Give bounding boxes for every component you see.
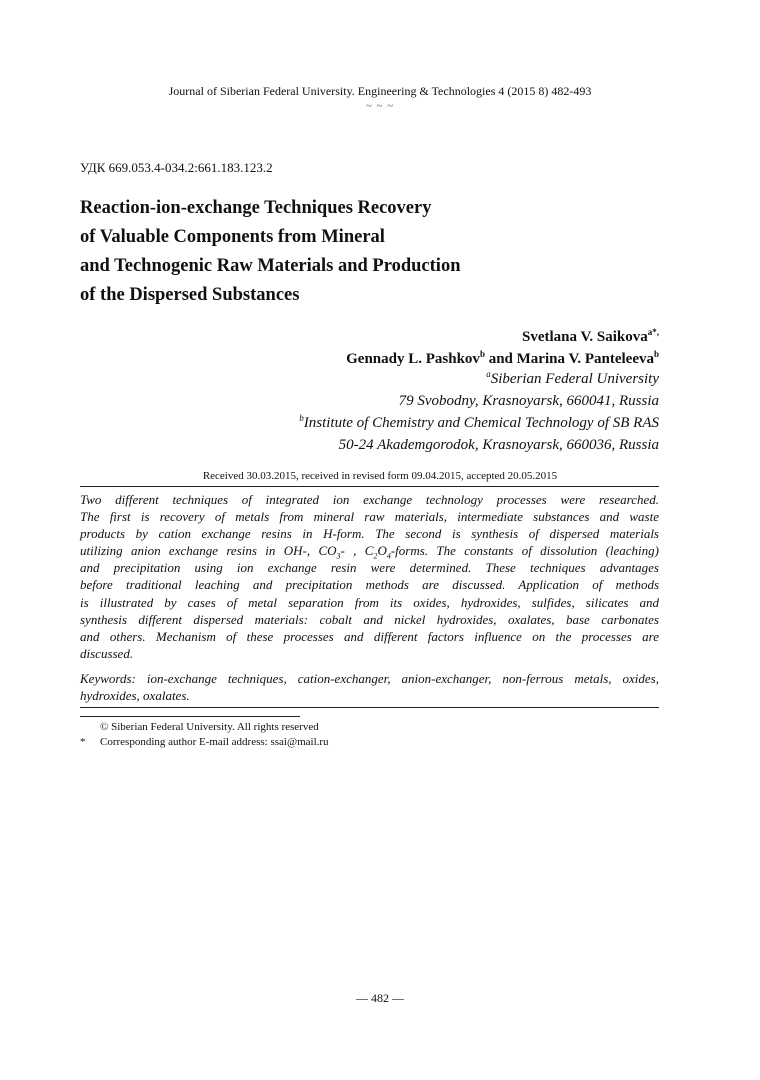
title-line: Reaction-ion-exchange Techniques Recovery: [80, 198, 432, 218]
affiliation-b-name: [299, 412, 659, 434]
author-conjunction: and: [484, 351, 517, 367]
abstract-top-rule: [80, 486, 659, 487]
author-name: Svetlana V. Saikova: [522, 329, 648, 345]
abstract-line: The first is recovery of metals from mineral raw materials, intermediate substances and waste: [80, 509, 659, 525]
keywords-line: hydroxides, oxalates.: [80, 688, 190, 704]
affiliation-text: Institute of Chemistry and Chemical Technology of SB RAS: [303, 415, 659, 431]
journal-header: Journal of Siberian Federal University. Engineering & Technologies 4 (2015 8) 482-493: [168, 84, 592, 98]
affiliation-mark: b: [653, 349, 659, 359]
title-line: of the Dispersed Substances: [80, 285, 300, 305]
abstract-line: is illustrated by cases of metal separation from its oxides, hydroxides, sulfides, silicates and: [80, 594, 659, 610]
footnotes: [80, 720, 329, 750]
abstract-line: and others. Mechanism of these processes and different factors influence on the processes are: [80, 628, 659, 644]
affiliation-mark: b: [299, 413, 304, 423]
affiliation-text: Siberian Federal University: [490, 371, 659, 387]
affiliation-a-address: 79 Svobodny, Krasnoyarsk, 660041, Russia: [398, 393, 659, 409]
abstract-line: before traditional leaching and precipitation methods are discussed. Application of methods: [80, 577, 659, 593]
author-name: Marina V. Panteleeva: [516, 351, 654, 367]
abstract-line: synthesis different dispersed materials: cobalt and nickel hydroxides, oxalates, base carbonates: [80, 611, 659, 627]
udk-code: УДК 669.053.4-034.2:661.183.123.2: [80, 160, 273, 175]
abstract-line: products by cation exchange resins in H-form. The second is synthesis of dispersed materials: [80, 526, 659, 542]
affiliation-a-name: [299, 368, 659, 390]
article-title: [80, 194, 461, 310]
abstract-line: and precipitation using ion exchange resin were determined. These techniques advantages: [80, 560, 659, 576]
affiliations: [299, 368, 659, 456]
abstract-line: discussed.: [80, 645, 134, 661]
footnote-rule: [80, 716, 300, 717]
keywords: [80, 670, 659, 704]
corresponding-mark: *,: [652, 327, 659, 337]
author-list: [346, 326, 659, 370]
keywords-line: Keywords: ion-exchange techniques, cation-exchanger, anion-exchanger, non-ferrous metals, oxides,: [80, 671, 659, 686]
affiliation-b-address: 50-24 Akademgorodok, Krasnoyarsk, 660036, Russia: [338, 437, 659, 453]
affiliation-mark: a: [486, 369, 491, 379]
abstract-line: Two different techniques of integrated ion exchange technology processes were researched.: [80, 492, 659, 507]
affiliation-mark: a: [647, 327, 653, 337]
corresponding-text: Corresponding author E-mail address: ssai@mail.ru: [100, 736, 329, 748]
copyright-text: © Siberian Federal University. All rights reserved: [100, 721, 319, 733]
abstract-bottom-rule: [80, 707, 659, 708]
footnote-star: *: [80, 736, 86, 748]
copyright-footnote: [80, 720, 329, 735]
abstract-line: utilizing anion exchange resins in OH-, $CO_3-$ , $C_2O_4$-forms. The constants of dissolution (leaching): [80, 543, 659, 561]
abstract: [80, 491, 659, 662]
author-line-1: [346, 326, 659, 348]
author-name: Gennady L. Pashkov: [346, 351, 480, 367]
corresponding-footnote: [80, 735, 329, 750]
author-line-2: [346, 348, 659, 370]
title-line: and Technogenic Raw Materials and Production: [80, 256, 461, 276]
header-separator: ~ ~ ~: [365, 100, 395, 112]
affiliation-mark: b: [479, 349, 485, 359]
received-dates: Received 30.03.2015, received in revised form 09.04.2015, accepted 20.05.2015: [202, 470, 558, 482]
page-number: — 482 —: [356, 991, 404, 1005]
title-line: of Valuable Components from Mineral: [80, 227, 385, 247]
